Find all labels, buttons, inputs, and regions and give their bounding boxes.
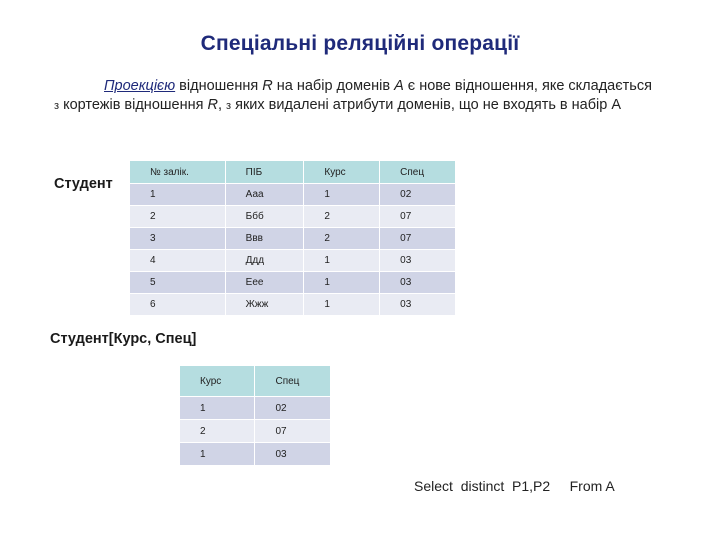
student-cell: 1 xyxy=(304,294,380,316)
student-cell: Ввв xyxy=(225,228,304,250)
para-text-6: яких видалені атрибути доменів, що не входять в набір А xyxy=(231,97,622,113)
sql-query: Select distinct P1,P2 From A xyxy=(414,478,615,494)
para-small-z2: з xyxy=(226,100,232,112)
projection-cell: 1 xyxy=(180,397,255,420)
student-cell: 1 xyxy=(130,184,226,206)
student-cell: 03 xyxy=(380,294,456,316)
student-header-cell: ПІБ xyxy=(225,161,304,184)
student-cell: 6 xyxy=(130,294,226,316)
table-header-row xyxy=(180,366,331,397)
table-row xyxy=(180,397,331,420)
table-header-row xyxy=(130,161,456,184)
student-header-cell: Курс xyxy=(304,161,380,184)
student-cell: 07 xyxy=(380,206,456,228)
student-cell: 2 xyxy=(304,228,380,250)
student-cell: 1 xyxy=(304,184,380,206)
slide-title: Спеціальні реляційні операції xyxy=(200,32,520,55)
para-text-3: є нове відношення, яке складається xyxy=(403,78,652,94)
student-cell: Еее xyxy=(225,272,304,294)
para-text-1: відношення xyxy=(175,78,263,94)
student-cell: 3 xyxy=(130,228,226,250)
student-cell: 2 xyxy=(130,206,226,228)
table-row xyxy=(180,420,331,443)
student-cell: 03 xyxy=(380,250,456,272)
student-cell: 07 xyxy=(380,228,456,250)
definition-paragraph xyxy=(54,77,654,116)
student-cell: 02 xyxy=(380,184,456,206)
student-cell: Жжж xyxy=(225,294,304,316)
table-row xyxy=(130,228,456,250)
projection-cell: 1 xyxy=(180,443,255,466)
var-a: A xyxy=(394,78,404,94)
student-cell: 03 xyxy=(380,272,456,294)
student-header-cell: Спец xyxy=(380,161,456,184)
table-row xyxy=(130,272,456,294)
term-projection: Проекцією xyxy=(104,78,176,94)
student-cell: 2 xyxy=(304,206,380,228)
student-cell: 1 xyxy=(304,272,380,294)
projection-header-cell: Спец xyxy=(255,366,331,397)
student-cell: Ааа xyxy=(225,184,304,206)
para-text-2: на набір доменів xyxy=(272,78,395,94)
para-small-z1: з xyxy=(54,100,60,112)
table-row xyxy=(130,206,456,228)
projection-table xyxy=(179,365,331,466)
student-table xyxy=(129,160,456,316)
label-student: Студент xyxy=(54,176,113,192)
student-cell: 4 xyxy=(130,250,226,272)
label-projection: Студент[Курс, Спец] xyxy=(50,331,197,347)
projection-cell: 2 xyxy=(180,420,255,443)
student-header-cell: № залік. xyxy=(130,161,226,184)
student-cell: Ббб xyxy=(225,206,304,228)
table-row xyxy=(180,443,331,466)
table-row xyxy=(130,294,456,316)
para-text-5: , xyxy=(217,97,227,113)
table-row xyxy=(130,184,456,206)
var-r: R xyxy=(262,78,273,94)
student-cell: 1 xyxy=(304,250,380,272)
var-r-2: R xyxy=(207,97,218,113)
projection-cell: 02 xyxy=(255,397,331,420)
student-cell: 5 xyxy=(130,272,226,294)
projection-header-cell: Курс xyxy=(180,366,255,397)
projection-cell: 07 xyxy=(255,420,331,443)
student-cell: Ддд xyxy=(225,250,304,272)
projection-cell: 03 xyxy=(255,443,331,466)
table-row xyxy=(130,250,456,272)
para-text-4: кортежів відношення xyxy=(59,97,208,113)
